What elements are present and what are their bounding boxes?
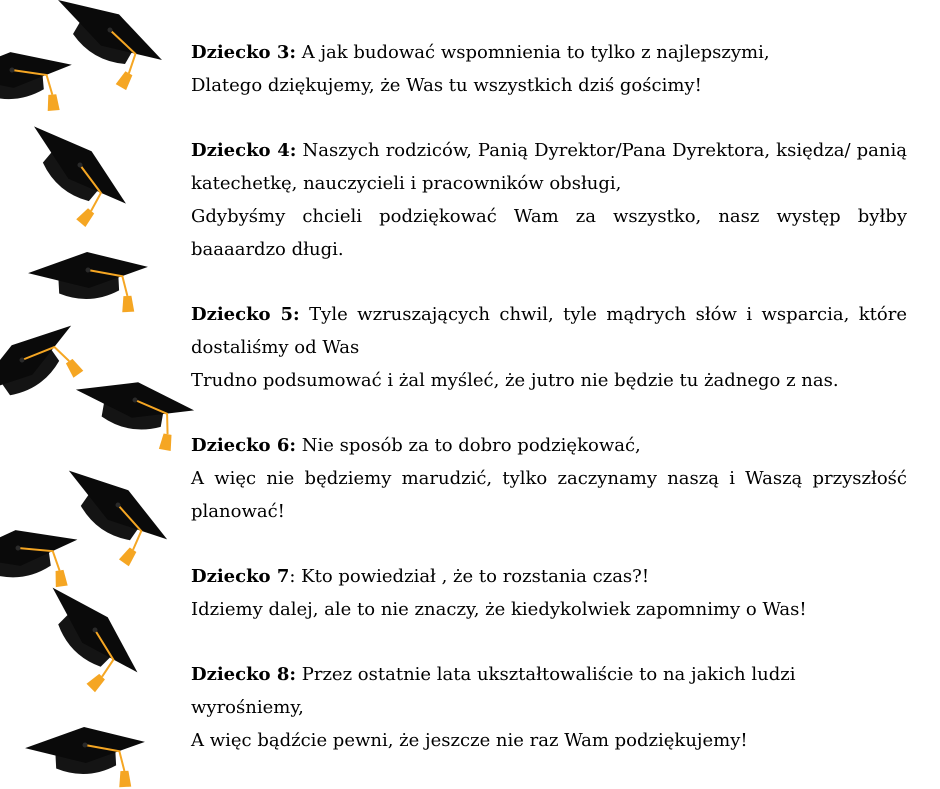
stanza-line: planować!: [191, 501, 285, 522]
graduation-caps-decoration: [0, 0, 220, 788]
speaker-label: Dziecko 6:: [191, 435, 296, 456]
graduation-cap-icon: [6, 113, 138, 238]
stanza-line: katechetkę, nauczycieli i pracowników obsługi,: [191, 173, 622, 194]
graduation-cap-icon: [44, 456, 178, 576]
speaker-label: Dziecko 5:: [191, 304, 300, 325]
graduation-cap-icon: [68, 372, 197, 454]
stanza-line: Dziecko 7: Kto powiedział , że to rozstania czas?!: [191, 566, 650, 587]
stanza-dziecko-5: [191, 298, 907, 397]
stanza-dziecko-7: [191, 560, 907, 626]
stanza-dziecko-8: [191, 658, 907, 757]
stanza-line: Dziecko 5: Tyle wzruszających chwil, tyle mądrych słów i wsparcia, które: [191, 304, 907, 325]
stanza-dziecko-6: [191, 429, 907, 528]
stanza-line: Dlatego dziękujemy, że Was tu wszystkich dziś gościmy!: [191, 75, 702, 96]
stanza-line: Idziemy dalej, ale to nie znaczy, że kiedykolwiek zapomnimy o Was!: [191, 599, 807, 620]
stanza-line: baaaardzo długi.: [191, 239, 344, 260]
graduation-cap-icon: [36, 0, 171, 98]
speaker-label: Dziecko 8:: [191, 664, 296, 685]
speaker-label: Dziecko 3:: [191, 42, 296, 63]
graduation-cap-icon: [21, 575, 150, 704]
graduation-cap-icon: [0, 47, 76, 119]
graduation-cap-icon: [0, 311, 96, 431]
poem-text: [191, 36, 907, 789]
stanza-line: Gdybyśmy chcieli podziękować Wam za wszystko, nasz występ byłby: [191, 206, 907, 227]
graduation-cap-icon: [24, 724, 147, 788]
stanza-line: dostaliśmy od Was: [191, 337, 360, 358]
stanza-dziecko-4: [191, 134, 907, 266]
graduation-cap-icon: [0, 522, 84, 600]
stanza-line: A więc bądźcie pewni, że jeszcze nie raz Wam podziękujemy!: [191, 730, 748, 751]
graduation-cap-icon: [27, 249, 150, 317]
stanza-line: A więc nie będziemy marudzić, tylko zaczynamy naszą i Waszą przyszłość: [191, 468, 907, 489]
stanza-dziecko-3: [191, 36, 907, 102]
speaker-label: Dziecko 7: [191, 566, 290, 587]
stanza-line: Trudno podsumować i żal myśleć, że jutro nie będzie tu żadnego z nas.: [191, 370, 839, 391]
stanza-line: Dziecko 4: Naszych rodziców, Panią Dyrektor/Pana Dyrektora, księdza/ panią: [191, 140, 907, 161]
speaker-label: Dziecko 4:: [191, 140, 297, 161]
stanza-line: Dziecko 3: A jak budować wspomnienia to tylko z najlepszymi,: [191, 42, 770, 63]
stanza-line: Dziecko 6: Nie sposób za to dobro podziękować,: [191, 435, 641, 456]
stanza-line: Dziecko 8: Przez ostatnie lata ukształtowaliście to na jakich ludzi wyrośniemy,: [191, 664, 796, 718]
